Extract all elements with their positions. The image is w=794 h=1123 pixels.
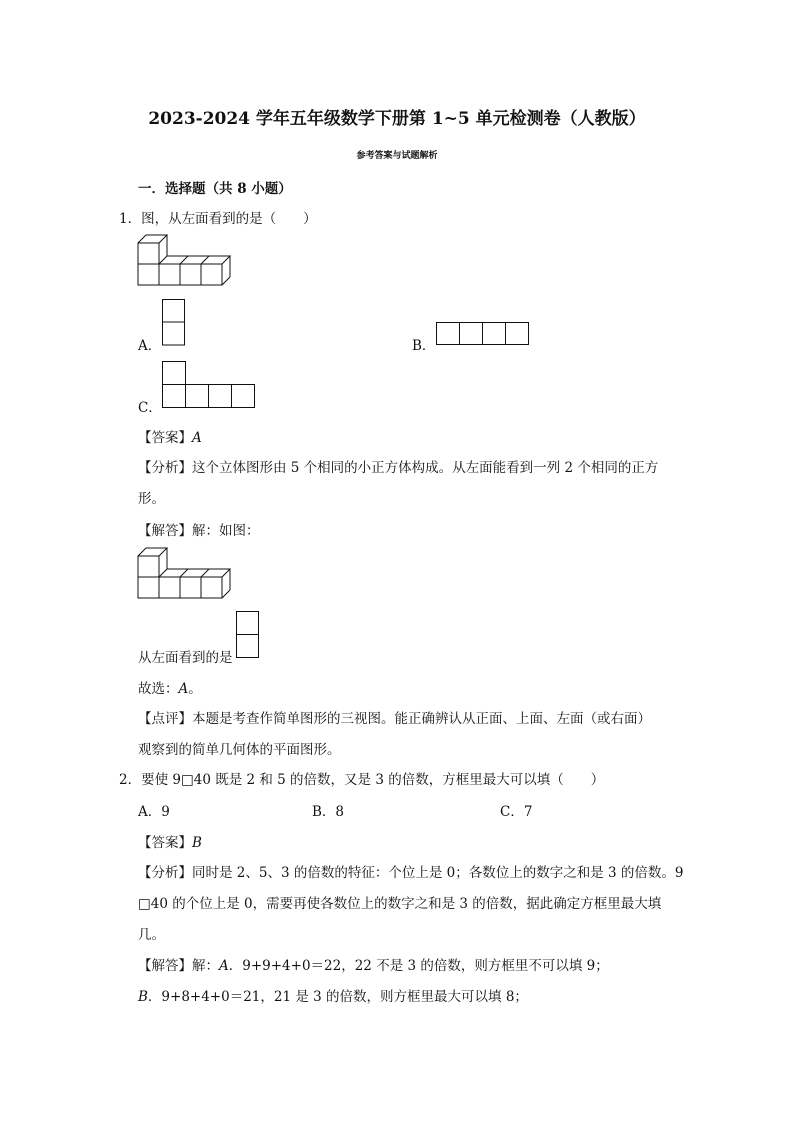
q1-option-c-figure [162,361,256,409]
q1-seen-text: 从左面看到的是 [138,650,233,666]
analysis-label: 【分析】 [138,460,192,476]
q1-analysis-line-2: 形。 [138,491,165,507]
q2-stem: 2．要使 9□40 既是 2 和 5 的倍数，又是 3 的倍数，方框里最大可以填（ ） [119,772,605,788]
q2-option-c: C．7 [500,804,533,820]
q2-analysis-line-3: 几。 [138,927,165,943]
q1-answer-value: A [192,430,202,446]
q2-analysis-line-2: □40 的个位上是 0，需要再使各数位上的数字之和是 3 的倍数，据此确定方框里最大填 [138,896,662,912]
q1-option-b: B． [412,338,436,354]
q1-comment-line-1 [138,707,651,727]
q1-solution-line [138,519,260,539]
q2-option-a: A．9 [138,804,170,820]
q2-answer-value: B [192,835,202,851]
q1-choice [138,677,202,697]
q1-figure-3d [138,234,233,289]
answer-label: 【答案】 [138,430,192,446]
q2-solution-letter-a: A [219,958,229,974]
q2-solution-line-a [138,954,609,974]
q1-solution-figure-3d [138,547,233,602]
section-heading: 一．选择题（共 8 小题） [138,181,292,197]
q1-stem: 1．图，从左面看到的是（ ） [119,211,317,227]
q2-analysis-line-1 [138,861,684,881]
q1-answer [138,426,202,446]
solution-label: 【解答】 [138,523,192,539]
answer-label: 【答案】 [138,835,192,851]
q1-comment-line-2: 观察到的简单几何体的平面图形。 [138,742,341,758]
comment-label: 【点评】 [138,711,192,727]
q2-solution-prefix: 解： [192,958,219,974]
analysis-label: 【分析】 [138,865,192,881]
q2-analysis-text-1: 同时是 2、5、3 的倍数的特征：个位上是 0；各数位上的数字之和是 3 的倍数。9 [192,865,684,881]
q1-left-view-figure [236,611,260,659]
q2-solution-line-b [138,985,528,1005]
q1-solution-intro: 解：如图： [192,523,260,539]
q1-choice-prefix: 故选： [138,681,179,697]
q2-option-b: B．8 [312,804,345,820]
q1-option-b-figure [436,322,530,346]
q1-analysis-text-1: 这个立体图形由 5 个相同的小正方体构成。从左面能看到一列 2 个相同的正方 [192,460,659,476]
q1-comment-text-1: 本题是考查作简单图形的三视图。能正确辨认从正面、上面、左面（或右面） [192,711,651,727]
q1-option-a: A． [138,338,162,354]
q1-option-c: C． [138,400,162,416]
solution-label: 【解答】 [138,958,192,974]
page-subtitle: 参考答案与试题解析 [356,151,438,161]
q1-analysis-line-1 [138,456,658,476]
q1-choice-suffix: 。 [188,681,202,697]
q2-answer [138,831,202,851]
q2-solution-letter-b: B [138,989,148,1005]
q2-solution-text-a: ．9+9+4+0＝22，22 不是 3 的倍数，则方框里不可以填 9； [228,958,609,974]
q1-choice-value: A [178,681,189,697]
page-title: 2023-2024 学年五年级数学下册第 1~5 单元检测卷（人教版） [148,109,646,129]
q2-solution-text-b: ．9+8+4+0＝21，21 是 3 的倍数，则方框里最大可以填 8； [147,989,528,1005]
q1-option-a-figure [162,299,186,347]
